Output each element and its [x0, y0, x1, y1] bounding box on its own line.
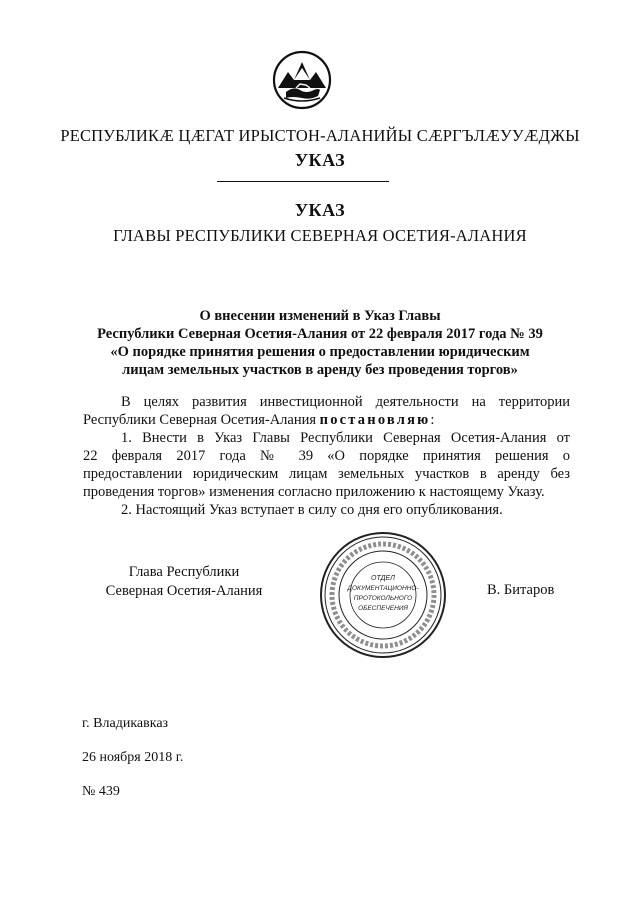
- official-seal: [318, 530, 448, 660]
- body-paragraph-2-line-2: 22 февраля 2017 года № 39 «О порядке принятия решения о: [83, 448, 570, 464]
- body-paragraph-1-text: Республики Северная Осетия-Алания: [83, 412, 317, 428]
- body-paragraph-2-line-3: предоставлении юридическим лицам земельных участков в аренду без: [83, 466, 570, 482]
- title-line-1: О внесении изменений в Указ Главы: [199, 308, 441, 324]
- issuer-header-russian: ГЛАВЫ РЕСПУБЛИКИ СЕВЕРНАЯ ОСЕТИЯ-АЛАНИЯ: [113, 226, 527, 245]
- svg-text:ПРОТОКОЛЬНОГО: ПРОТОКОЛЬНОГО: [353, 595, 413, 602]
- signatory-position: [84, 563, 284, 601]
- svg-text:ДОКУМЕНТАЦИОННО-: ДОКУМЕНТАЦИОННО-: [347, 585, 419, 592]
- republic-header-ossetian: РЕСПУБЛИКӔ ЦӔГАТ ИРЫСТОН-АЛАНИЙЫ СӔРГЪЛӔУУӔДЖЫ: [60, 126, 580, 145]
- body-paragraph-2-line-4: проведения торгов» изменения согласно приложению к настоящему Указу.: [83, 484, 545, 500]
- decree-body: [83, 393, 570, 518]
- signatory-position-line-1: Глава Республики: [128, 564, 240, 580]
- decree-number: № 439: [82, 784, 120, 799]
- header-divider: [217, 181, 389, 182]
- doc-type-russian: УКАЗ: [294, 200, 346, 220]
- svg-text:ОТДЕЛ: ОТДЕЛ: [371, 575, 395, 582]
- colon: :: [430, 412, 435, 428]
- signatory-position-line-2: Северная Осетия-Алания: [105, 583, 263, 599]
- issue-place: г. Владикавказ: [82, 716, 169, 731]
- body-paragraph-1-line-2: [83, 411, 570, 429]
- issue-date: 26 ноября 2018 г.: [82, 750, 184, 765]
- title-line-2: Республики Северная Осетия-Алания от 22 февраля 2017 года № 39: [97, 326, 543, 342]
- body-paragraph-3-line-1: 2. Настоящий Указ вступает в силу со дня его опубликования.: [121, 502, 503, 518]
- body-paragraph-2-line-1: 1. Внести в Указ Главы Республики Северная Осетия-Алания от: [121, 430, 570, 446]
- coat-of-arms-emblem: [272, 50, 332, 110]
- resolution-word: постановляю: [319, 412, 431, 428]
- signatory-name: В. Битаров: [487, 582, 555, 598]
- doc-type-ossetian: УКАЗ: [294, 150, 346, 170]
- title-line-4: лицам земельных участков в аренду без проведения торгов»: [122, 362, 518, 378]
- title-line-3: «О порядке принятия решения о предоставлении юридическим: [110, 344, 530, 360]
- svg-text:ОБЕСПЕЧЕНИЯ: ОБЕСПЕЧЕНИЯ: [358, 605, 408, 612]
- body-paragraph-1-line-1: В целях развития инвестиционной деятельности на территории: [121, 394, 570, 410]
